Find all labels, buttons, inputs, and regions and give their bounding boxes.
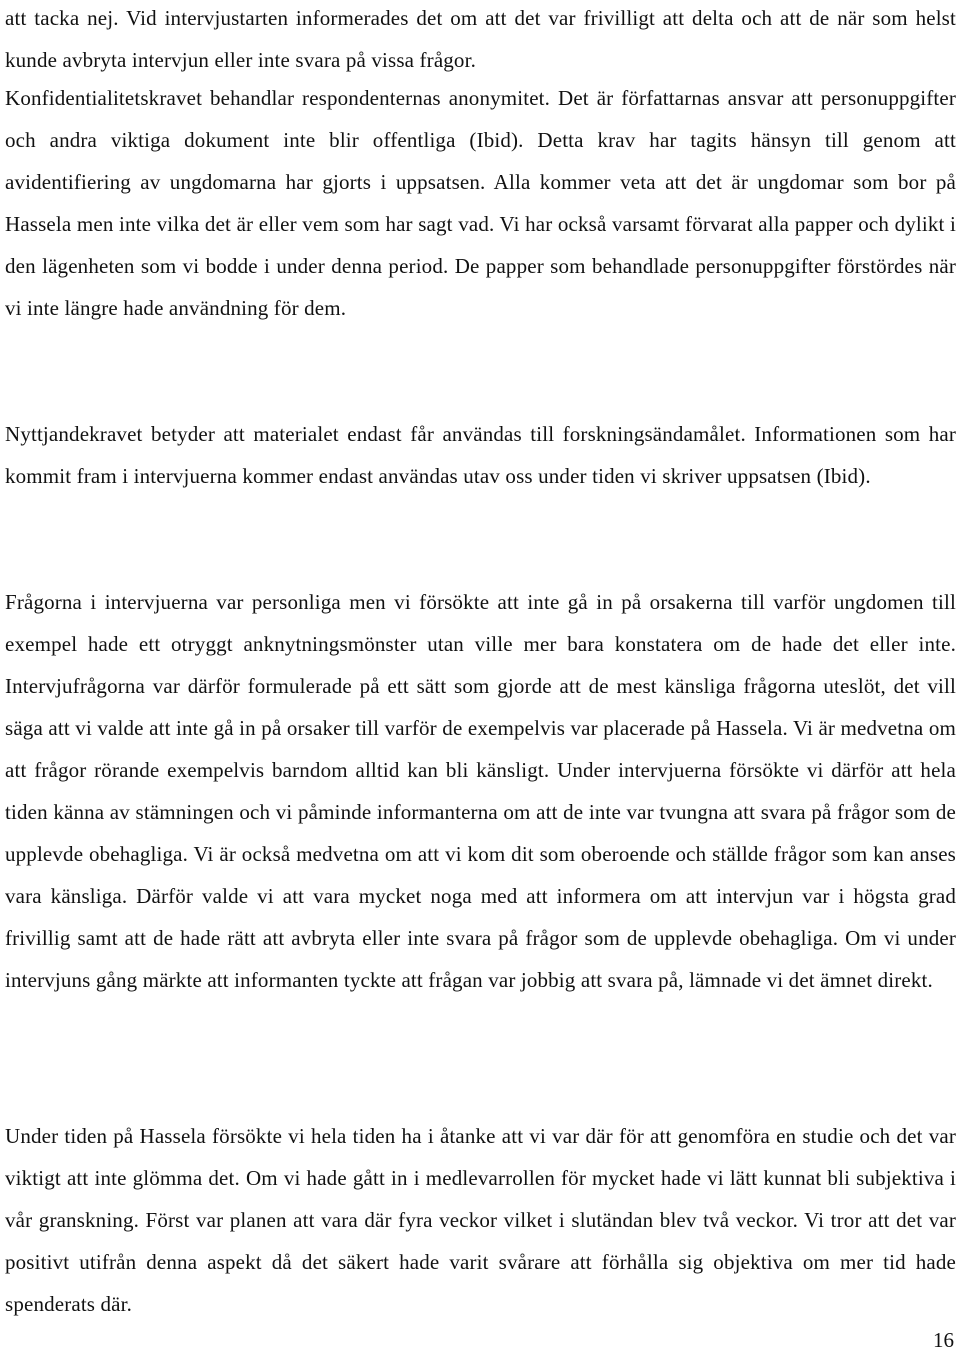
paragraph-time-at-hassela: Under tiden på Hassela försökte vi hela tiden ha i åtanke att vi var där för att genomföra en studie och det var viktigt att inte glömma det. Om vi hade gått in i medlevarrollen för mycket hade vi lätt kunnat bli subjektiva i vår granskning. Först var planen att vara där fyra veckor vilket i slutändan blev två veckor. Vi tror att det var positivt utifrån denna aspekt då det säkert hade varit svårare att förhålla sig objektiva om mer tid hade spenderats där. bbox=[5, 1124, 956, 1316]
paragraph-utility-requirement: Nyttjandekravet betyder att materialet endast får användas till forskningsändamålet. Informationen som har kommit fram i intervjuerna kommer endast användas utav oss under tiden vi skriver uppsatsen (Ibid). bbox=[5, 422, 956, 488]
page-number: 16 bbox=[933, 1328, 954, 1352]
paragraph-confidentiality-requirement: Konfidentialitetskravet behandlar respondenternas anonymitet. Det är författarnas ansvar att personuppgifter och andra viktiga dokument inte blir offentliga (Ibid). Detta krav har tagits hänsyn till genom att avidentifiering av ungdomarna har gjorts i uppsatsen. Alla kommer veta att det är ungdomar som bor på Hassela men inte vilka det är eller vem som har sagt vad. Vi har också varsamt förvarat alla papper och dylikt i den lägenheten som vi bodde i under denna period. De papper som behandlade personuppgifter förstördes när vi inte längre hade användning för dem. bbox=[5, 86, 956, 320]
paragraph-interview-questions: Frågorna i intervjuerna var personliga men vi försökte att inte gå in på orsakerna till varför ungdomen till exempel hade ett otryggt anknytningsmönster utan ville mer bara konstatera om de hade det eller inte. Intervjufrågorna var därför formulerade på ett sätt som gjorde att de mest känsliga frågorna uteslöt, det vill säga att vi valde att inte gå in på orsaker till varför de exempelvis var placerade på Hassela. Vi är medvetna om att frågor rörande exempelvis barndom alltid kan bli känsligt. Under intervjuerna försökte vi därför att hela tiden känna av stämningen och vi påminde informanterna om att de inte var tvungna att svara på frågor som de upplevde obehagliga. Vi är också medvetna om att vi kom dit som oberoende och ställde frågor som kan anses vara känsliga. Därför valde vi att vara mycket noga med att informera om att intervjun var i högsta grad frivillig samt att de hade rätt att avbryta eller inte svara på frågor som de upplevde obehagliga. Om vi under intervjuns gång märkte att informanten tyckte att frågan var jobbig att svara på, lämnade vi det ämnet direkt. bbox=[5, 590, 956, 992]
paragraph-consent-continued: att tacka nej. Vid intervjustarten informerades det om att det var frivilligt att delta och att de när som helst kunde avbryta intervjun eller inte svara på vissa frågor. bbox=[5, 6, 956, 72]
